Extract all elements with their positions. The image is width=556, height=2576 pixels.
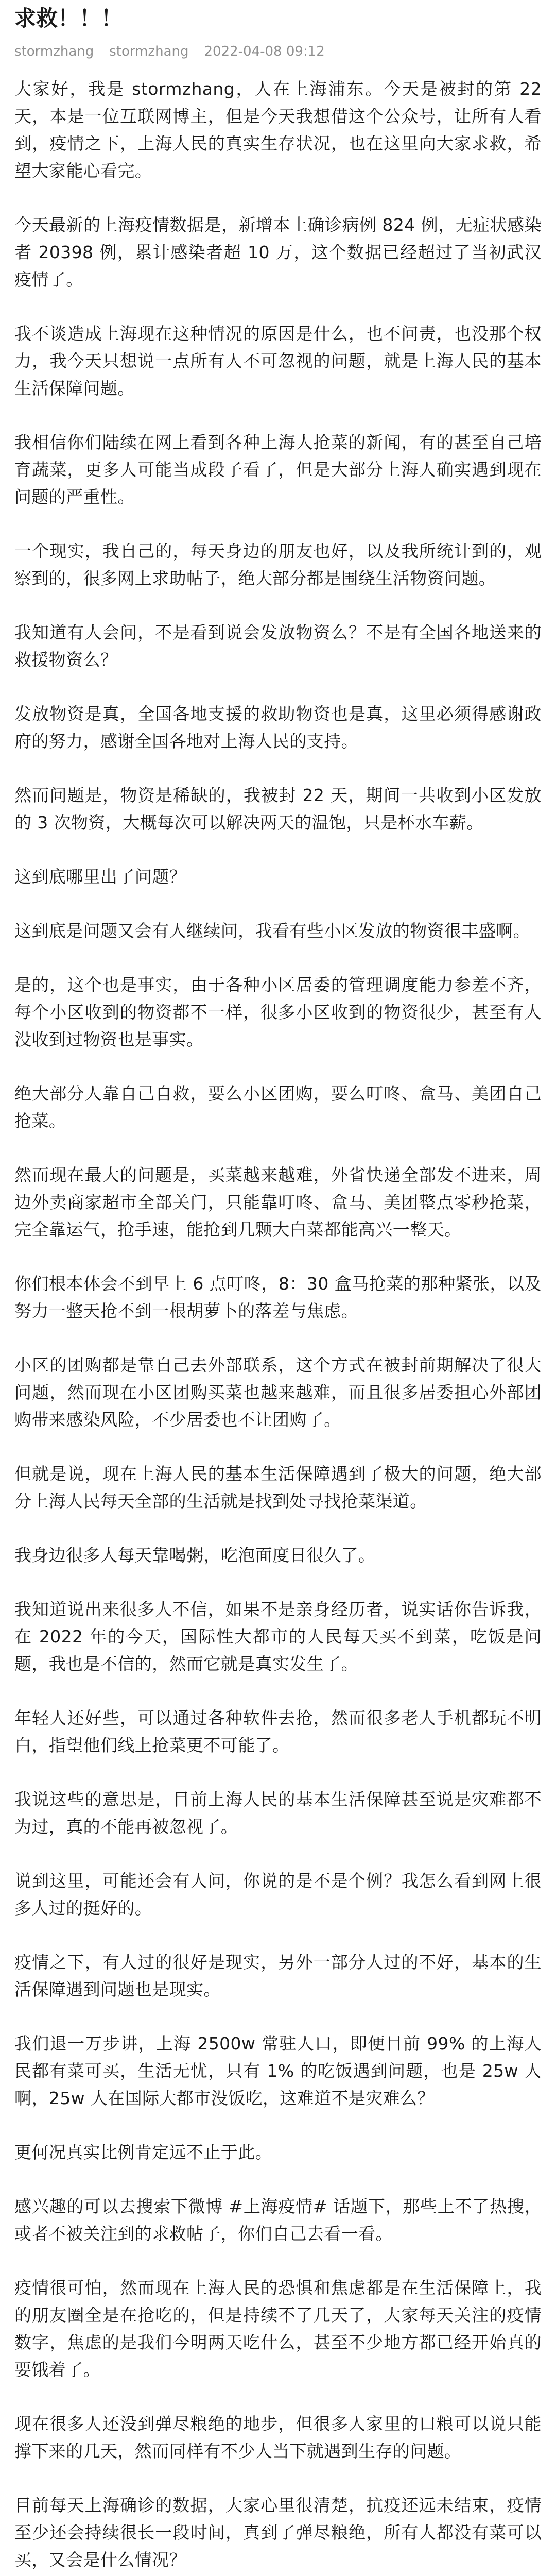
paragraph: 我相信你们陆续在网上看到各种上海人抢菜的新闻，有的甚至自己培育蔬菜，更多人可能当成段子看了，但是大部分上海人确实遇到现在问题的严重性。 [14,432,542,507]
paragraph: 感兴趣的可以去搜索下微博 #上海疫情# 话题下，那些上不了热搜，或者不被关注到的求救帖子，你们自己去看一看。 [14,2196,542,2244]
paragraph: 发放物资是真，全国各地支援的救助物资也是真，这里必须得感谢政府的努力，感谢全国各地对上海人民的支持。 [14,704,542,751]
article-meta [14,41,542,62]
paragraph: 疫情之下，有人过的很好是现实，另外一部分人过的不好，基本的生活保障遇到问题也是现实。 [14,1952,542,1999]
paragraph: 这到底哪里出了问题？ [14,867,186,887]
paragraph: 然而现在最大的问题是，买菜越来越难，外省快递全部发不进来，周边外卖商家超市全部关门，只能靠叮咚、盒马、美团整点零秒抢菜，完全靠运气，抢手速，能抢到几颗大白菜都能高兴一整天。 [14,1165,542,1240]
paragraph: 现在很多人还没到弹尽粮绝的地步，但很多人家里的口粮可以说只能撑下来的几天，然而同样有不少人当下就遇到生存的问题。 [14,2414,542,2461]
paragraph: 疫情很可怕，然而现在上海人民的恐惧和焦虑都是在生活保障上，我的朋友圈全是在抢吃的，但是持续不了几天了，大家每天关注的疫情数字，焦虑的是我们今明两天吃什么，甚至不少地方都已经开始真的要饿着了。 [14,2278,542,2380]
paragraph: 我说这些的意思是，目前上海人民的基本生活保障甚至说是灾难都不为过，真的不能再被忽视了。 [14,1789,542,1837]
paragraph: 我身边很多人每天靠喝粥，吃泡面度日很久了。 [14,1545,376,1565]
author-name-link[interactable]: stormzhang [109,44,189,59]
publish-timestamp: 2022-04-08 09:12 [204,44,325,59]
paragraph: 这到底是问题又会有人继续问，我看有些小区发放的物资很丰盛啊。 [14,921,530,941]
paragraph: 小区的团购都是靠自己去外部联系，这个方式在被封前期解决了很大问题，然而现在小区团购买菜也越来越难，而且很多居委担心外部团购带来感染风险，不少居委也不让团购了。 [14,1355,542,1430]
paragraph: 但就是说，现在上海人民的基本生活保障遇到了极大的问题，绝大部分上海人民每天全部的生活就是找到处寻找抢菜渠道。 [14,1464,542,1511]
paragraph: 我们退一万步讲，上海 2500w 常驻人口，即便目前 99% 的上海人民都有菜可买，生活无忧，只有 1% 的吃饭遇到问题，也是 25w 人啊，25w 人在国际大都市没饭吃，这难道不是灾难么？ [14,2033,542,2108]
article-body [14,75,542,2576]
paragraph: 目前每天上海确诊的数据，大家心里很清楚，抗疫还远未结束，疫情至少还会持续很长一段时间，真到了弹尽粮绝，所有人都没有菜可以买，又会是什么情况？ [14,2495,542,2570]
paragraph: 说到这里，可能还会有人问，你说的是不是个例？我怎么看到网上很多人过的挺好的。 [14,1871,542,1918]
paragraph: 一个现实，我自己的，每天身边的朋友也好，以及我所统计到的，观察到的，很多网上求助帖子，绝大部分都是围绕生活物资问题。 [14,541,542,588]
article-title: 求救！！！ [14,6,123,31]
paragraph: 我知道有人会问，不是看到说会发放物资么？不是有全国各地送来的救援物资么？ [14,622,542,670]
paragraph: 你们根本体会不到早上 6 点叮咚，8：30 盒马抢菜的那种紧张，以及努力一整天抢不到一根胡萝卜的落差与焦虑。 [14,1274,542,1321]
paragraph: 今天最新的上海疫情数据是，新增本土确诊病例 824 例，无症状感染者 20398 例，累计感染者超 10 万，这个数据已经超过了当初武汉疫情了。 [14,215,542,290]
paragraph: 年轻人还好些，可以通过各种软件去抢，然而很多老人手机都玩不明白，指望他们线上抢菜更不可能了。 [14,1708,542,1755]
paragraph: 我知道说出来很多人不信，如果不是亲身经历者，说实话你告诉我，在 2022 年的今天，国际性大都市的人民每天买不到菜，吃饭是问题，我也是不信的，然而它就是真实发生了。 [14,1599,542,1674]
paragraph: 我不谈造成上海现在这种情况的原因是什么，也不问责，也没那个权力，我今天只想说一点所有人不可忽视的问题，就是上海人民的基本生活保障问题。 [14,324,542,398]
paragraph: 然而问题是，物资是稀缺的，我被封 22 天，期间一共收到小区发放的 3 次物资，大概每次可以解决两天的温饱，只是杯水车薪。 [14,785,542,833]
author-label: stormzhang [14,44,94,59]
paragraph: 大家好，我是 stormzhang，人在上海浦东。今天是被封的第 22 天，本是一位互联网博主，但是今天我想借这个公众号，让所有人看到，疫情之下，上海人民的真实生存状况，也在这里向大家求救，希望大家能心看完。 [14,79,542,181]
paragraph: 更何况真实比例肯定远不止于此。 [14,2142,272,2162]
paragraph: 绝大部分人靠自己自救，要么小区团购，要么叮咚、盒马、美团自己抢菜。 [14,1083,542,1131]
paragraph: 是的，这个也是事实，由于各种小区居委的管理调度能力参差不齐，每个小区收到的物资都不一样，很多小区收到的物资很少，甚至有人没收到过物资也是事实。 [14,975,542,1049]
